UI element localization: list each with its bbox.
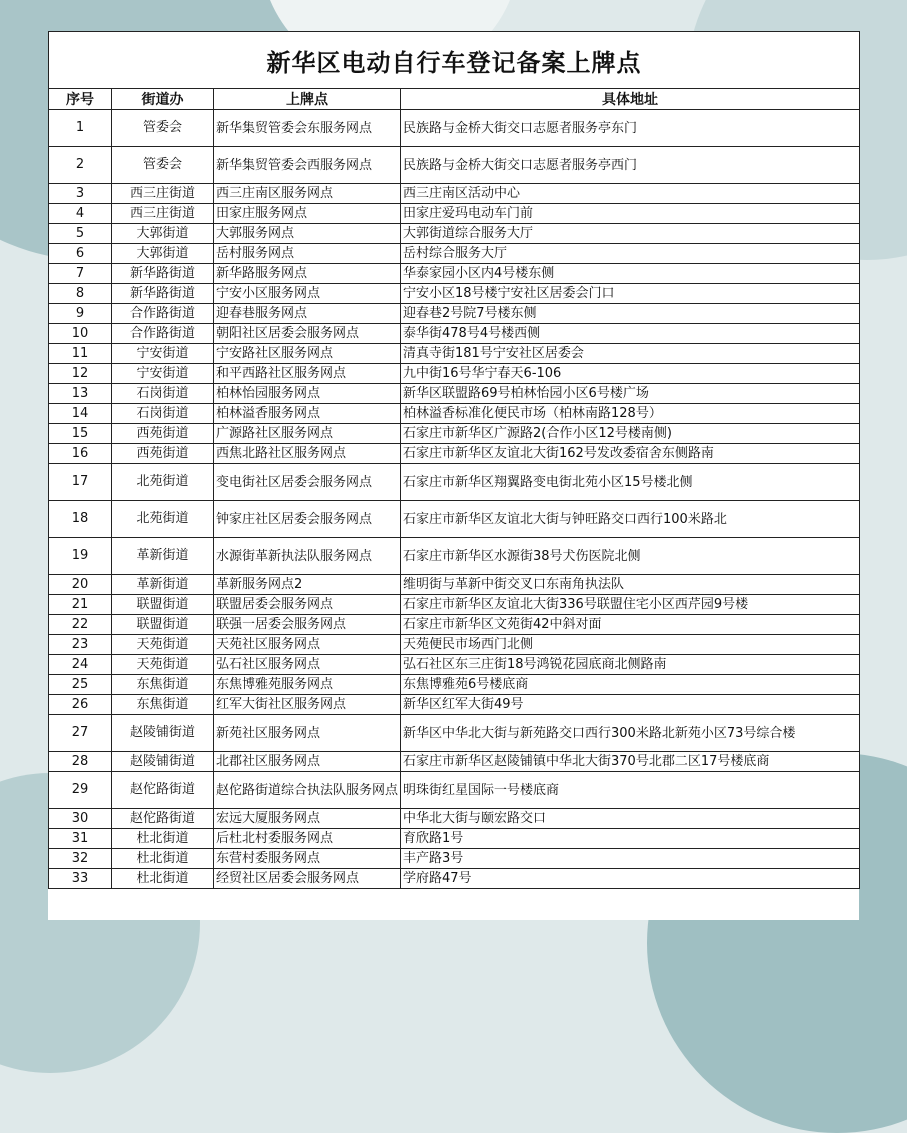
- cell-service-point: 革新服务网点2: [214, 575, 401, 595]
- cell-service-point: 北郡社区服务网点: [214, 752, 401, 772]
- cell-index: 6: [49, 244, 112, 264]
- cell-address: 石家庄市新华区友谊北大街162号发改委宿舍东侧路南: [401, 444, 860, 464]
- cell-address: 民族路与金桥大街交口志愿者服务亭西门: [401, 147, 860, 184]
- cell-subdistrict: 东焦街道: [112, 675, 214, 695]
- header-row: [49, 89, 860, 110]
- cell-index: 12: [49, 364, 112, 384]
- cell-subdistrict: 赵佗路街道: [112, 809, 214, 829]
- cell-subdistrict: 赵陵铺街道: [112, 715, 214, 752]
- cell-index: 3: [49, 184, 112, 204]
- cell-subdistrict: 杜北街道: [112, 829, 214, 849]
- cell-address: 岳村综合服务大厅: [401, 244, 860, 264]
- cell-address: 弘石社区东三庄街18号鸿锐花园底商北侧路南: [401, 655, 860, 675]
- cell-index: 7: [49, 264, 112, 284]
- cell-subdistrict: 杜北街道: [112, 849, 214, 869]
- table-row: [49, 829, 860, 849]
- cell-address: 泰华街478号4号楼西侧: [401, 324, 860, 344]
- cell-subdistrict: 石岗街道: [112, 384, 214, 404]
- cell-address: 清真寺街181号宁安社区居委会: [401, 344, 860, 364]
- cell-index: 21: [49, 595, 112, 615]
- cell-service-point: 新华集贸管委会西服务网点: [214, 147, 401, 184]
- cell-subdistrict: 宁安街道: [112, 364, 214, 384]
- table-row: [49, 384, 860, 404]
- table-row: [49, 204, 860, 224]
- table-row: [49, 501, 860, 538]
- cell-index: 13: [49, 384, 112, 404]
- cell-index: 11: [49, 344, 112, 364]
- header-subdistrict: 街道办: [112, 89, 214, 110]
- table-row: [49, 809, 860, 829]
- cell-subdistrict: 西苑街道: [112, 424, 214, 444]
- cell-index: 10: [49, 324, 112, 344]
- cell-service-point: 宁安路社区服务网点: [214, 344, 401, 364]
- cell-service-point: 联强一居委会服务网点: [214, 615, 401, 635]
- cell-service-point: 联盟居委会服务网点: [214, 595, 401, 615]
- cell-service-point: 红军大街社区服务网点: [214, 695, 401, 715]
- registration-table: [48, 31, 860, 889]
- cell-service-point: 西焦北路社区服务网点: [214, 444, 401, 464]
- cell-address: 华泰家园小区内4号楼东侧: [401, 264, 860, 284]
- cell-service-point: 新华集贸管委会东服务网点: [214, 110, 401, 147]
- cell-service-point: 大郭服务网点: [214, 224, 401, 244]
- table-row: [49, 675, 860, 695]
- cell-address: 迎春巷2号院7号楼东侧: [401, 304, 860, 324]
- table-row: [49, 695, 860, 715]
- cell-index: 29: [49, 772, 112, 809]
- table-row: [49, 364, 860, 384]
- table-row: [49, 772, 860, 809]
- cell-service-point: 新华路服务网点: [214, 264, 401, 284]
- cell-service-point: 赵佗路街道综合执法队服务网点: [214, 772, 401, 809]
- cell-index: 19: [49, 538, 112, 575]
- cell-subdistrict: 石岗街道: [112, 404, 214, 424]
- cell-service-point: 经贸社区居委会服务网点: [214, 869, 401, 889]
- cell-address: 明珠街红星国际一号楼底商: [401, 772, 860, 809]
- cell-address: 新华区联盟路69号柏林怡园小区6号楼广场: [401, 384, 860, 404]
- cell-subdistrict: 西三庄街道: [112, 204, 214, 224]
- cell-address: 宁安小区18号楼宁安社区居委会门口: [401, 284, 860, 304]
- cell-subdistrict: 北苑街道: [112, 501, 214, 538]
- cell-index: 27: [49, 715, 112, 752]
- cell-subdistrict: 管委会: [112, 110, 214, 147]
- cell-service-point: 钟家庄社区居委会服务网点: [214, 501, 401, 538]
- cell-index: 2: [49, 147, 112, 184]
- cell-index: 18: [49, 501, 112, 538]
- cell-index: 15: [49, 424, 112, 444]
- cell-address: 丰产路3号: [401, 849, 860, 869]
- table-row: [49, 264, 860, 284]
- cell-service-point: 水源街革新执法队服务网点: [214, 538, 401, 575]
- table-row: [49, 575, 860, 595]
- cell-subdistrict: 联盟街道: [112, 615, 214, 635]
- table-title: 新华区电动自行车登记备案上牌点: [49, 32, 860, 89]
- cell-address: 石家庄市新华区翔翼路变电街北苑小区15号楼北侧: [401, 464, 860, 501]
- cell-index: 33: [49, 869, 112, 889]
- cell-address: 柏林溢香标准化便民市场（柏林南路128号）: [401, 404, 860, 424]
- cell-index: 32: [49, 849, 112, 869]
- cell-service-point: 宏远大厦服务网点: [214, 809, 401, 829]
- cell-address: 石家庄市新华区赵陵铺镇中华北大街370号北郡二区17号楼底商: [401, 752, 860, 772]
- cell-subdistrict: 西苑街道: [112, 444, 214, 464]
- cell-service-point: 西三庄南区服务网点: [214, 184, 401, 204]
- cell-service-point: 新苑社区服务网点: [214, 715, 401, 752]
- table-row: [49, 849, 860, 869]
- cell-address: 新华区中华北大街与新苑路交口西行300米路北新苑小区73号综合楼: [401, 715, 860, 752]
- cell-address: 西三庄南区活动中心: [401, 184, 860, 204]
- table-row: [49, 655, 860, 675]
- cell-service-point: 东营村委服务网点: [214, 849, 401, 869]
- header-service-point: 上牌点: [214, 89, 401, 110]
- cell-service-point: 朝阳社区居委会服务网点: [214, 324, 401, 344]
- cell-index: 16: [49, 444, 112, 464]
- cell-index: 26: [49, 695, 112, 715]
- cell-service-point: 和平西路社区服务网点: [214, 364, 401, 384]
- cell-address: 大郭街道综合服务大厅: [401, 224, 860, 244]
- cell-subdistrict: 赵佗路街道: [112, 772, 214, 809]
- cell-address: 九中街16号华宁春天6-106: [401, 364, 860, 384]
- cell-index: 22: [49, 615, 112, 635]
- cell-index: 20: [49, 575, 112, 595]
- cell-subdistrict: 赵陵铺街道: [112, 752, 214, 772]
- cell-index: 24: [49, 655, 112, 675]
- cell-address: 民族路与金桥大街交口志愿者服务亭东门: [401, 110, 860, 147]
- table-row: [49, 615, 860, 635]
- cell-subdistrict: 杜北街道: [112, 869, 214, 889]
- table-row: [49, 869, 860, 889]
- cell-subdistrict: 合作路街道: [112, 324, 214, 344]
- cell-subdistrict: 西三庄街道: [112, 184, 214, 204]
- table-row: [49, 284, 860, 304]
- cell-service-point: 柏林怡园服务网点: [214, 384, 401, 404]
- cell-service-point: 广源路社区服务网点: [214, 424, 401, 444]
- cell-address: 石家庄市新华区友谊北大街336号联盟住宅小区西芹园9号楼: [401, 595, 860, 615]
- table-row: [49, 635, 860, 655]
- table-row: [49, 464, 860, 501]
- cell-index: 28: [49, 752, 112, 772]
- cell-index: 30: [49, 809, 112, 829]
- cell-service-point: 柏林溢香服务网点: [214, 404, 401, 424]
- cell-index: 25: [49, 675, 112, 695]
- cell-address: 天苑便民市场西门北侧: [401, 635, 860, 655]
- cell-service-point: 岳村服务网点: [214, 244, 401, 264]
- cell-service-point: 宁安小区服务网点: [214, 284, 401, 304]
- cell-address: 中华北大街与颐宏路交口: [401, 809, 860, 829]
- cell-index: 14: [49, 404, 112, 424]
- cell-address: 维明街与革新中街交叉口东南角执法队: [401, 575, 860, 595]
- cell-subdistrict: 北苑街道: [112, 464, 214, 501]
- header-address: 具体地址: [401, 89, 860, 110]
- cell-subdistrict: 新华路街道: [112, 264, 214, 284]
- cell-subdistrict: 大郭街道: [112, 224, 214, 244]
- cell-subdistrict: 联盟街道: [112, 595, 214, 615]
- cell-address: 石家庄市新华区友谊北大街与钟旺路交口西行100米路北: [401, 501, 860, 538]
- header-index: 序号: [49, 89, 112, 110]
- cell-address: 新华区红军大街49号: [401, 695, 860, 715]
- cell-subdistrict: 东焦街道: [112, 695, 214, 715]
- cell-service-point: 东焦博雅苑服务网点: [214, 675, 401, 695]
- cell-subdistrict: 天苑街道: [112, 655, 214, 675]
- cell-service-point: 变电街社区居委会服务网点: [214, 464, 401, 501]
- cell-index: 8: [49, 284, 112, 304]
- cell-address: 田家庄爱玛电动车门前: [401, 204, 860, 224]
- table-row: [49, 715, 860, 752]
- cell-service-point: 迎春巷服务网点: [214, 304, 401, 324]
- table-row: [49, 595, 860, 615]
- cell-subdistrict: 宁安街道: [112, 344, 214, 364]
- table-row: [49, 344, 860, 364]
- table-row: [49, 244, 860, 264]
- cell-service-point: 弘石社区服务网点: [214, 655, 401, 675]
- cell-subdistrict: 大郭街道: [112, 244, 214, 264]
- cell-address: 育欣路1号: [401, 829, 860, 849]
- cell-subdistrict: 天苑街道: [112, 635, 214, 655]
- cell-index: 23: [49, 635, 112, 655]
- table-row: [49, 324, 860, 344]
- table-row: [49, 404, 860, 424]
- cell-subdistrict: 革新街道: [112, 575, 214, 595]
- cell-address: 东焦博雅苑6号楼底商: [401, 675, 860, 695]
- cell-service-point: 天苑社区服务网点: [214, 635, 401, 655]
- table-row: [49, 110, 860, 147]
- cell-index: 4: [49, 204, 112, 224]
- cell-service-point: 田家庄服务网点: [214, 204, 401, 224]
- table-row: [49, 224, 860, 244]
- cell-subdistrict: 新华路街道: [112, 284, 214, 304]
- cell-subdistrict: 合作路街道: [112, 304, 214, 324]
- registration-table-sheet: [48, 31, 859, 920]
- cell-subdistrict: 革新街道: [112, 538, 214, 575]
- cell-address: 学府路47号: [401, 869, 860, 889]
- cell-index: 17: [49, 464, 112, 501]
- cell-address: 石家庄市新华区广源路2(合作小区12号楼南侧): [401, 424, 860, 444]
- table-row: [49, 444, 860, 464]
- cell-index: 1: [49, 110, 112, 147]
- cell-address: 石家庄市新华区文苑街42中斜对面: [401, 615, 860, 635]
- cell-index: 9: [49, 304, 112, 324]
- cell-index: 5: [49, 224, 112, 244]
- cell-address: 石家庄市新华区水源街38号犬伤医院北侧: [401, 538, 860, 575]
- table-row: [49, 184, 860, 204]
- cell-service-point: 后杜北村委服务网点: [214, 829, 401, 849]
- table-row: [49, 304, 860, 324]
- table-row: [49, 147, 860, 184]
- cell-index: 31: [49, 829, 112, 849]
- table-row: [49, 752, 860, 772]
- cell-subdistrict: 管委会: [112, 147, 214, 184]
- table-row: [49, 424, 860, 444]
- table-row: [49, 538, 860, 575]
